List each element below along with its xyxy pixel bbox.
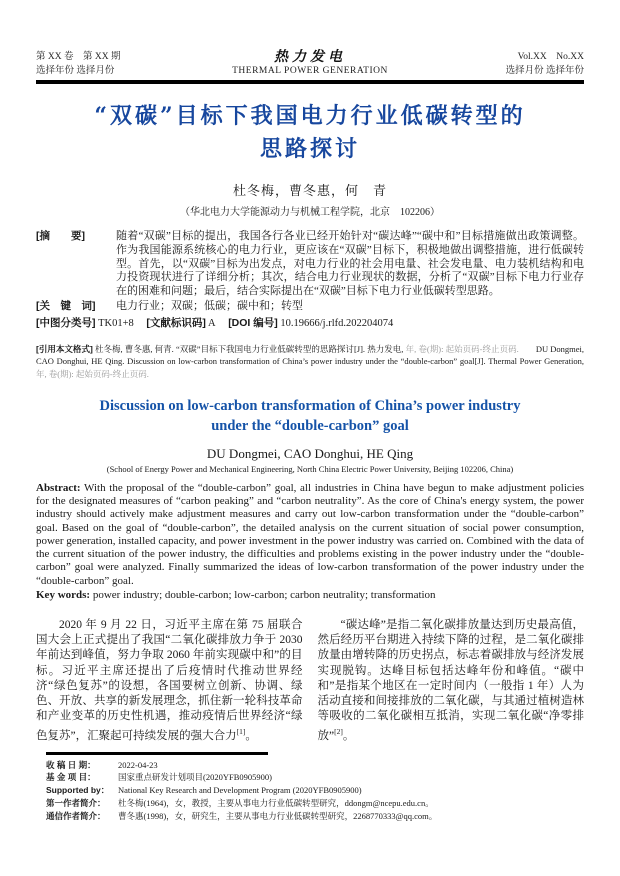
reference-1: [1] <box>236 727 246 737</box>
abstract-cn-row <box>36 230 584 299</box>
clc-value: TK01+8 <box>98 317 134 329</box>
citation-en: DU Dongmei, CAO Donghui, HE Qing. Discussion on low-carbon transformation of China’s power industry under the “double-carbon” goal[J]. Thermal Power Generation, <box>36 343 584 367</box>
keywords-en-text: power industry; double-carbon; low-carbon; carbon neutrality; transformation <box>90 588 436 601</box>
abstract-cn-label: [摘 要] <box>36 230 85 242</box>
paper-title-cn-line1: “双碳”目标下我国电力行业低碳转型的 <box>94 103 526 129</box>
doi-label: [DOI 编号] <box>228 316 278 329</box>
footnote-divider <box>46 752 268 755</box>
corresponding-author-value: 曹冬惠(1998)，女，研究生，主要从事电力行业低碳转型研究，2268770333@qq.com。 <box>118 810 438 821</box>
header-left <box>36 50 196 78</box>
keywords-cn-label: [关 键 词] <box>36 299 96 312</box>
clc-label: [中图分类号] <box>36 316 96 329</box>
supported-by-label: Supported by： <box>46 785 110 796</box>
year-month-select-left: 选择年份 选择月份 <box>36 66 115 76</box>
citation-en-placeholder: 年, 卷(期): 起始页码-终止页码. <box>36 368 149 379</box>
first-author-label: 第一作者简介： <box>46 797 106 808</box>
received-date-value: 2022-04-23 <box>118 759 158 770</box>
year-month-select-right: 选择月份 选择年份 <box>505 66 584 76</box>
paper-title-cn <box>36 100 584 166</box>
classification-line <box>36 317 584 331</box>
affiliation-en: (School of Energy Power and Mechanical Engineering, North China Electric Power University, Beijing 102206, China) <box>106 464 514 475</box>
paper-title-cn-line2: 思路探讨 <box>259 136 360 162</box>
abstract-en-text: With the proposal of the “double-carbon” goal, all industries in China have begun to make adjustment policies for the designated measures of “carbon peaking” and “carbon neutrality”. As the core of China's energy system, the power industry should actively make adjustment measures and carry out low-carbon transformation under the “double-carbon” goal. Based on the goal of “double-carbon”, the detailed analysis on the current situation of social power consumption, power generation, installed capacity, and power investment in the power industry was carried on. Combined with the data of the current situation of the power industry, the difficulties and problems existing in the power industry under the “double-carbon” goal were analyzed. Finally summarized the ideas of low-carbon transformation of the power industry under the “double-carbon” goal. <box>36 482 584 587</box>
received-date-row <box>36 759 584 772</box>
body-left-end: 。 <box>245 730 257 743</box>
abstract-cn-text: 随着“双碳”目标的提出，我国各行各业已经开始针对“碳达峰”“碳中和”目标措施做出政策调整。作为我国能源系统核心的电力行业，更应该在“双碳”目标下，积极地做出调整措施，进行低碳转型。首先，以“双碳”目标为出发点，对电力行业的社会用电量、社会发电量、电力装机结构和电力投资现状进行了详细分析；其次，结合电力行业现状的数据，分析了“双碳”目标下电力行业存在的困难和问题；最后，结合实际提出在“双碳”目标下电力行业低碳转型思路。 <box>116 230 584 298</box>
supported-by-row <box>36 784 584 797</box>
body-left-text: 2020 年 9 月 22 日，习近平主席在第 75 届联合国大会上正式提出了我国“二氧化碳排放力争于 2030 年前达到峰值，努力争取 2060 年前实现碳中和”的目标。习近平主席还提出了后疫情时代推动世界经济“绿色复苏”的设想，各国要树立创新、协调、绿色、开放、共享的新发展理念，抓住新一轮科技革命和产业变革的历史性机遇，推动疫情后世界经济“绿色复苏”，汇聚起可持续发展的强大合力 <box>36 618 303 743</box>
body-right-end: 。 <box>342 730 355 743</box>
header-divider <box>36 80 584 84</box>
corresponding-author-label: 通信作者简介： <box>46 810 106 821</box>
citation-cn-placeholder: 年, 卷(期): 起始页码-终止页码. <box>405 343 519 354</box>
authors-cn: 杜冬梅，曹冬惠，何 青 <box>232 183 387 198</box>
doc-code-value: A <box>207 317 216 329</box>
body-right-paragraph <box>318 618 585 744</box>
supported-by-value: National Key Research and Development Program (2020YFB0905900) <box>118 785 362 796</box>
authors-en: DU Dongmei, CAO Donghui, HE Qing <box>206 446 414 462</box>
affiliation-cn: （华北电力大学能源动力与机械工程学院，北京 102206） <box>180 207 440 218</box>
abstract-cn-block <box>36 230 584 331</box>
journal-title-cn: 热力发电 <box>274 49 346 65</box>
reference-2: [2] <box>334 727 343 737</box>
body-right-column <box>318 618 585 744</box>
body-left-paragraph <box>36 618 303 744</box>
volume-issue: 第 XX 卷 第 XX 期 <box>36 52 121 62</box>
paper-title-en-line2: under the “double-carbon” goal <box>211 418 409 435</box>
citation-cn: 杜冬梅, 曹冬惠, 何青. “双碳”目标下我国电力行业低碳转型的思路探讨[J]. 热力发电, <box>94 343 406 354</box>
body-left-column <box>36 618 303 744</box>
citation-separator <box>519 344 536 354</box>
first-author-row <box>36 797 584 810</box>
keywords-cn-row <box>36 300 584 314</box>
abstract-en-label: Abstract: <box>36 482 81 495</box>
body-right-text: “碳达峰”是指二氧化碳排放量达到历史最高值，然后经历平台期进入持续下降的过程，是二氧化碳排放量由增转降的历史拐点，标志着碳排放与经济发展实现脱钩。达峰目标包括达峰年份和峰值。“碳中和”是指某个地区在一定时间内（一般指 1 年）人为活动直接和间接排放的二氧化碳，与其通过植树造林等吸收的二氧化碳相互抵消，实现二氧化碳“净零排放” <box>317 618 584 743</box>
paper-title-en-line1: Discussion on low-carbon transformation of China’s power industry <box>99 398 521 415</box>
paper-title-en <box>36 396 584 436</box>
journal-header <box>36 50 584 78</box>
doi-value: 10.19666/j.rlfd.202204074 <box>280 317 394 329</box>
citation-block <box>36 343 584 381</box>
keywords-cn-text: 电力行业；双碳；低碳；碳中和；转型 <box>116 299 303 312</box>
journal-title-en: THERMAL POWER GENERATION <box>232 66 388 76</box>
citation-label: [引用本文格式] <box>36 343 93 354</box>
corresponding-author-row <box>36 810 584 823</box>
footnote-area <box>36 752 584 822</box>
header-center <box>196 50 424 78</box>
keywords-en <box>36 589 584 602</box>
vol-no: Vol.XX No.XX <box>517 52 584 62</box>
fund-project-label: 基 金 项 目： <box>46 772 96 783</box>
fund-project-row <box>36 771 584 784</box>
fund-project-value: 国家重点研发计划项目(2020YFB0905900) <box>118 772 272 783</box>
body-columns <box>36 618 584 744</box>
header-right <box>424 50 584 78</box>
received-date-label: 收 稿 日 期： <box>46 759 96 770</box>
first-author-value: 杜冬梅(1964)，女，教授，主要从事电力行业低碳转型研究，ddongm@ncepu.edu.cn。 <box>118 797 434 808</box>
doc-code-label: [文献标识码] <box>146 316 206 329</box>
abstract-en <box>36 482 584 588</box>
keywords-en-label: Key words: <box>36 588 91 601</box>
